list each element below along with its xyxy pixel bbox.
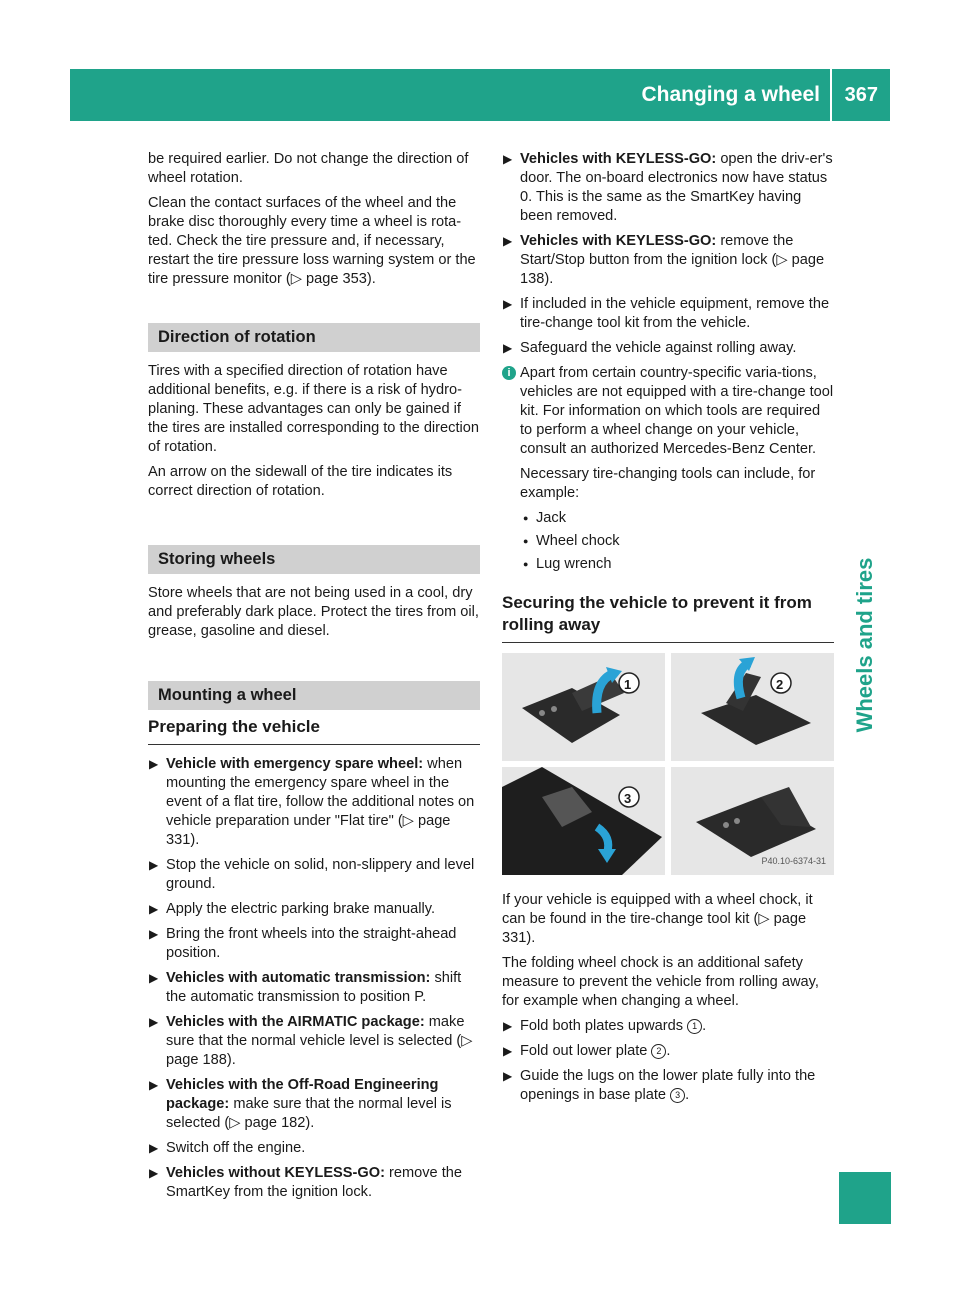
callout-number: 1: [687, 1019, 702, 1034]
instruction-step: [148, 755, 480, 850]
callout-number: 3: [670, 1088, 685, 1103]
paragraph: If your vehicle is equipped with a wheel chock, it can be found in the tire-change tool kit (▷ page 331).: [502, 892, 813, 946]
step-arrow-icon: ▶: [149, 757, 159, 771]
step-arrow-icon: ▶: [149, 1141, 159, 1155]
instruction-step: [148, 856, 480, 894]
step-arrow-icon: ▶: [149, 902, 159, 916]
figure-label-3: 3: [624, 791, 632, 806]
step-condition: Vehicles with automatic transmission:: [166, 970, 431, 986]
step-text: Apply the electric parking brake manually.: [166, 901, 436, 917]
info-note: [502, 364, 834, 574]
step-arrow-icon: ▶: [503, 341, 513, 355]
figure-panel-1: [502, 653, 665, 761]
instruction-step: [148, 1013, 480, 1070]
step-condition: Vehicles with the Off-Road Engineering package:: [166, 1077, 439, 1112]
step-text: make sure that the normal level is selected (▷ page 182).: [166, 1096, 452, 1131]
step-condition: Vehicles without KEYLESS-GO:: [166, 1165, 385, 1181]
storing-heading: Storing wheels: [148, 545, 480, 574]
step-arrow-icon: ▶: [149, 1078, 159, 1092]
figure-panel-2: [671, 653, 834, 761]
callout-number: 2: [651, 1044, 666, 1059]
step-text: If included in the vehicle equipment, remove the tire-change tool kit from the vehicle.: [520, 296, 830, 331]
instruction-step: [502, 150, 834, 226]
step-condition: Vehicles with KEYLESS-GO:: [520, 233, 717, 249]
step-arrow-icon: ▶: [503, 1044, 513, 1058]
chapter-label: Wheels and tires: [852, 557, 877, 733]
header-divider: [830, 69, 832, 121]
bullet-dot-icon: ●: [523, 559, 529, 569]
step-arrow-icon: ▶: [149, 1015, 159, 1029]
step-text: when mounting the emergency spare wheel in the event of a flat tire, follow the additional notes on vehicle preparation under "Flat tire" (▷ page 331).: [166, 756, 475, 848]
step-arrow-icon: ▶: [503, 1019, 513, 1033]
instruction-step: [148, 1139, 480, 1158]
bullet-dot-icon: ●: [523, 536, 529, 546]
instruction-step: [502, 339, 834, 358]
chapter-side-tab: [839, 557, 891, 733]
instruction-step: ▶ Fold out lower plate 2 .: [503, 1043, 671, 1059]
tool-list-item: ● Lug wrench: [523, 556, 612, 572]
step-arrow-icon: ▶: [149, 858, 159, 872]
step-text: Bring the front wheels into the straight-ahead position.: [166, 926, 457, 961]
wheel-chock-figure: [502, 653, 834, 875]
step-condition: Vehicles with KEYLESS-GO:: [520, 151, 717, 167]
mounting-heading: Mounting a wheel: [148, 681, 480, 710]
step-text: Safeguard the vehicle against rolling away.: [520, 340, 797, 356]
instruction-step: ▶ Guide the lugs on the lower plate fully into the openings in base plate 3 .: [503, 1068, 816, 1103]
step-text: remove the Start/Stop button from the ignition lock (▷ page 138).: [520, 233, 825, 287]
paragraph: Clean the contact surfaces of the wheel and the brake disc thoroughly every time a wheel is rota-ted. Check the tire pressure and, if necessary, restart the tire pressure loss warning system or the tire pressure monitor (▷ page 353).: [148, 195, 476, 287]
step-text: Fold both plates upwards: [520, 1018, 688, 1034]
right-column: [502, 150, 834, 1111]
paragraph: Tires with a specified direction of rotation have additional benefits, e.g. if there is a risk of hydro-planing. These advantages can only be gained if the tires are installed corresponding to the direction of rotation.: [148, 363, 479, 455]
securing-heading: Securing the vehicle to prevent it from rolling away: [502, 592, 834, 643]
figure-code: P40.10-6374-31: [761, 856, 826, 866]
page-number: 367: [844, 84, 878, 106]
instruction-step: [148, 925, 480, 963]
instruction-step: [148, 969, 480, 1007]
instruction-step: [148, 1164, 480, 1202]
tool-list-item: ● Jack: [523, 510, 567, 526]
paragraph: An arrow on the sidewall of the tire indicates its correct direction of rotation.: [148, 464, 453, 499]
bullet-dot-icon: ●: [523, 513, 529, 523]
step-text: shift the automatic transmission to position P.: [166, 970, 462, 1005]
figure-panel-3: [502, 767, 665, 875]
step-text: Switch off the engine.: [166, 1140, 306, 1156]
info-text: Apart from certain country-specific varia-tions, vehicles are not equipped with a tire-change tool kit. For information on which tools are required to perform a wheel change on your vehicle, consult an authorized Mercedes-Benz Center.: [520, 365, 834, 457]
figure-panel-4: [671, 767, 834, 875]
info-text: Necessary tire-changing tools can include, for example:: [520, 466, 816, 501]
step-arrow-icon: ▶: [503, 152, 513, 166]
preparing-heading: Preparing the vehicle: [148, 716, 480, 745]
info-icon: i: [502, 366, 516, 380]
step-arrow-icon: ▶: [149, 927, 159, 941]
figure-label-2: 2: [776, 677, 784, 692]
step-text: make sure that the normal vehicle level is selected (▷ page 188).: [166, 1014, 473, 1068]
figure-label-1: 1: [624, 677, 632, 692]
chapter-marker-block: [839, 1172, 891, 1224]
direction-heading: Direction of rotation: [148, 323, 480, 352]
step-arrow-icon: ▶: [503, 1069, 513, 1083]
paragraph: be required earlier. Do not change the direction of wheel rotation.: [148, 151, 469, 186]
step-text: Fold out lower plate: [520, 1043, 652, 1059]
step-arrow-icon: ▶: [503, 234, 513, 248]
instruction-step: [148, 1076, 480, 1133]
step-text: remove the SmartKey from the ignition lock.: [166, 1165, 463, 1200]
instruction-step: [502, 232, 834, 289]
step-arrow-icon: ▶: [149, 971, 159, 985]
step-arrow-icon: ▶: [503, 297, 513, 311]
paragraph: The folding wheel chock is an additional safety measure to prevent the vehicle from rolling away, for example when changing a wheel.: [502, 955, 819, 1009]
tool-list-item: ● Wheel chock: [523, 533, 620, 549]
instruction-step: [502, 295, 834, 333]
step-condition: Vehicle with emergency spare wheel:: [166, 756, 424, 772]
step-text: Guide the lugs on the lower plate fully into the openings in base plate: [520, 1068, 816, 1103]
step-text: Stop the vehicle on solid, non-slippery and level ground.: [166, 857, 475, 892]
step-text: open the driv-er's door. The on-board electronics now have status 0. This is the same as the SmartKey having been removed.: [520, 151, 833, 224]
step-condition: Vehicles with the AIRMATIC package:: [166, 1014, 425, 1030]
step-arrow-icon: ▶: [149, 1166, 159, 1180]
instruction-step: [148, 900, 480, 919]
instruction-step: ▶ Fold both plates upwards 1 .: [503, 1018, 707, 1034]
section-title: Changing a wheel: [641, 83, 820, 106]
page-header: [70, 69, 890, 121]
left-column: [148, 150, 480, 1208]
paragraph: Store wheels that are not being used in a cool, dry and preferably dark place. Protect the tires from oil, grease, gasoline and diesel.: [148, 585, 479, 639]
